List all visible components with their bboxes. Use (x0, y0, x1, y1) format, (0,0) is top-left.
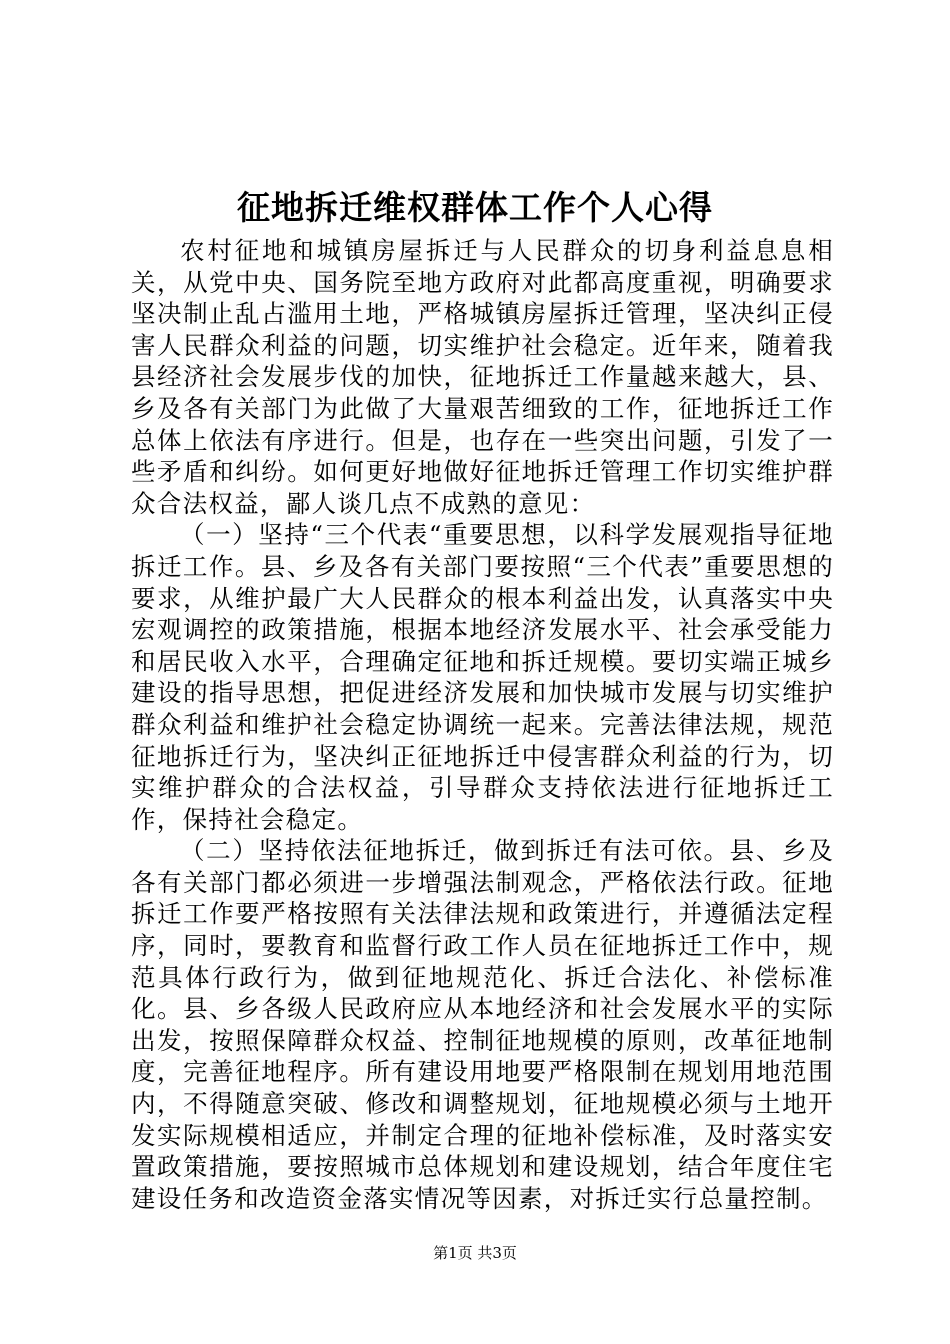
page-number: 第1页 共3页 (433, 1244, 517, 1262)
paragraph-section-1: （一）坚持“三个代表“重要思想，以科学发展观指导征地拆迁工作。县、乡及各有关部门要按照“三个代表”重要思想的要求，从维护最广大人民群众的根本利益出发，认真落实中央宏观调控的政策措施，根据本地经济发展水平、社会承受能力和居民收入水平，合理确定征地和拆迁规模。要切实端正城乡建设的指导思想，把促进经济发展和加快城市发展与切实维护群众利益和维护社会稳定协调统一起来。完善法律法规，规范征地拆迁行为，坚决纠正征地拆迁中侵害群众利益的行为，切实维护群众的合法权益，引导群众支持依法进行征地拆迁工作，保持社会稳定。 (131, 520, 834, 834)
paragraph-section-2: （二）坚持依法征地拆迁，做到拆迁有法可依。县、乡及各有关部门都必须进一步增强法制观念，严格依法行政。征地拆迁工作要严格按照有关法律法规和政策进行，并遵循法定程序，同时，要教育和监督行政工作人员在征地拆迁工作中，规范具体行政行为，做到征地规范化、拆迁合法化、补偿标准化。县、乡各级人民政府应从本地经济和社会发展水平的实际出发，按照保障群众权益、控制征地规模的原则，改革征地制度，完善征地程序。所有建设用地要严格限制在规划用地范围内，不得随意突破、修改和调整规划，征地规模必须与土地开发实际规模相适应，并制定合理的征地补偿标准，及时落实安置政策措施，要按照城市总体规划和建设规划，结合年度住宅建设任务和改造资金落实情况等因素，对拆迁实行总量控制。 (131, 836, 834, 1213)
document-title: 征地拆迁维权群体工作个人心得 (237, 188, 713, 227)
document-body (131, 235, 834, 1214)
paragraph-intro: 农村征地和城镇房屋拆迁与人民群众的切身利益息息相关，从党中央、国务院至地方政府对此都高度重视，明确要求坚决制止乱占滥用土地，严格城镇房屋拆迁管理，坚决纠正侵害人民群众利益的问题，切实维护社会稳定。近年来，随着我县经济社会发展步伐的加快，征地拆迁工作量越来越大，县、乡及各有关部门为此做了大量艰苦细致的工作，征地拆迁工作总体上依法有序进行。但是，也存在一些突出问题，引发了一些矛盾和纠纷。如何更好地做好征地拆迁管理工作切实维护群众合法权益，鄙人谈几点不成熟的意见： (131, 236, 834, 518)
page-footer (0, 1243, 950, 1263)
